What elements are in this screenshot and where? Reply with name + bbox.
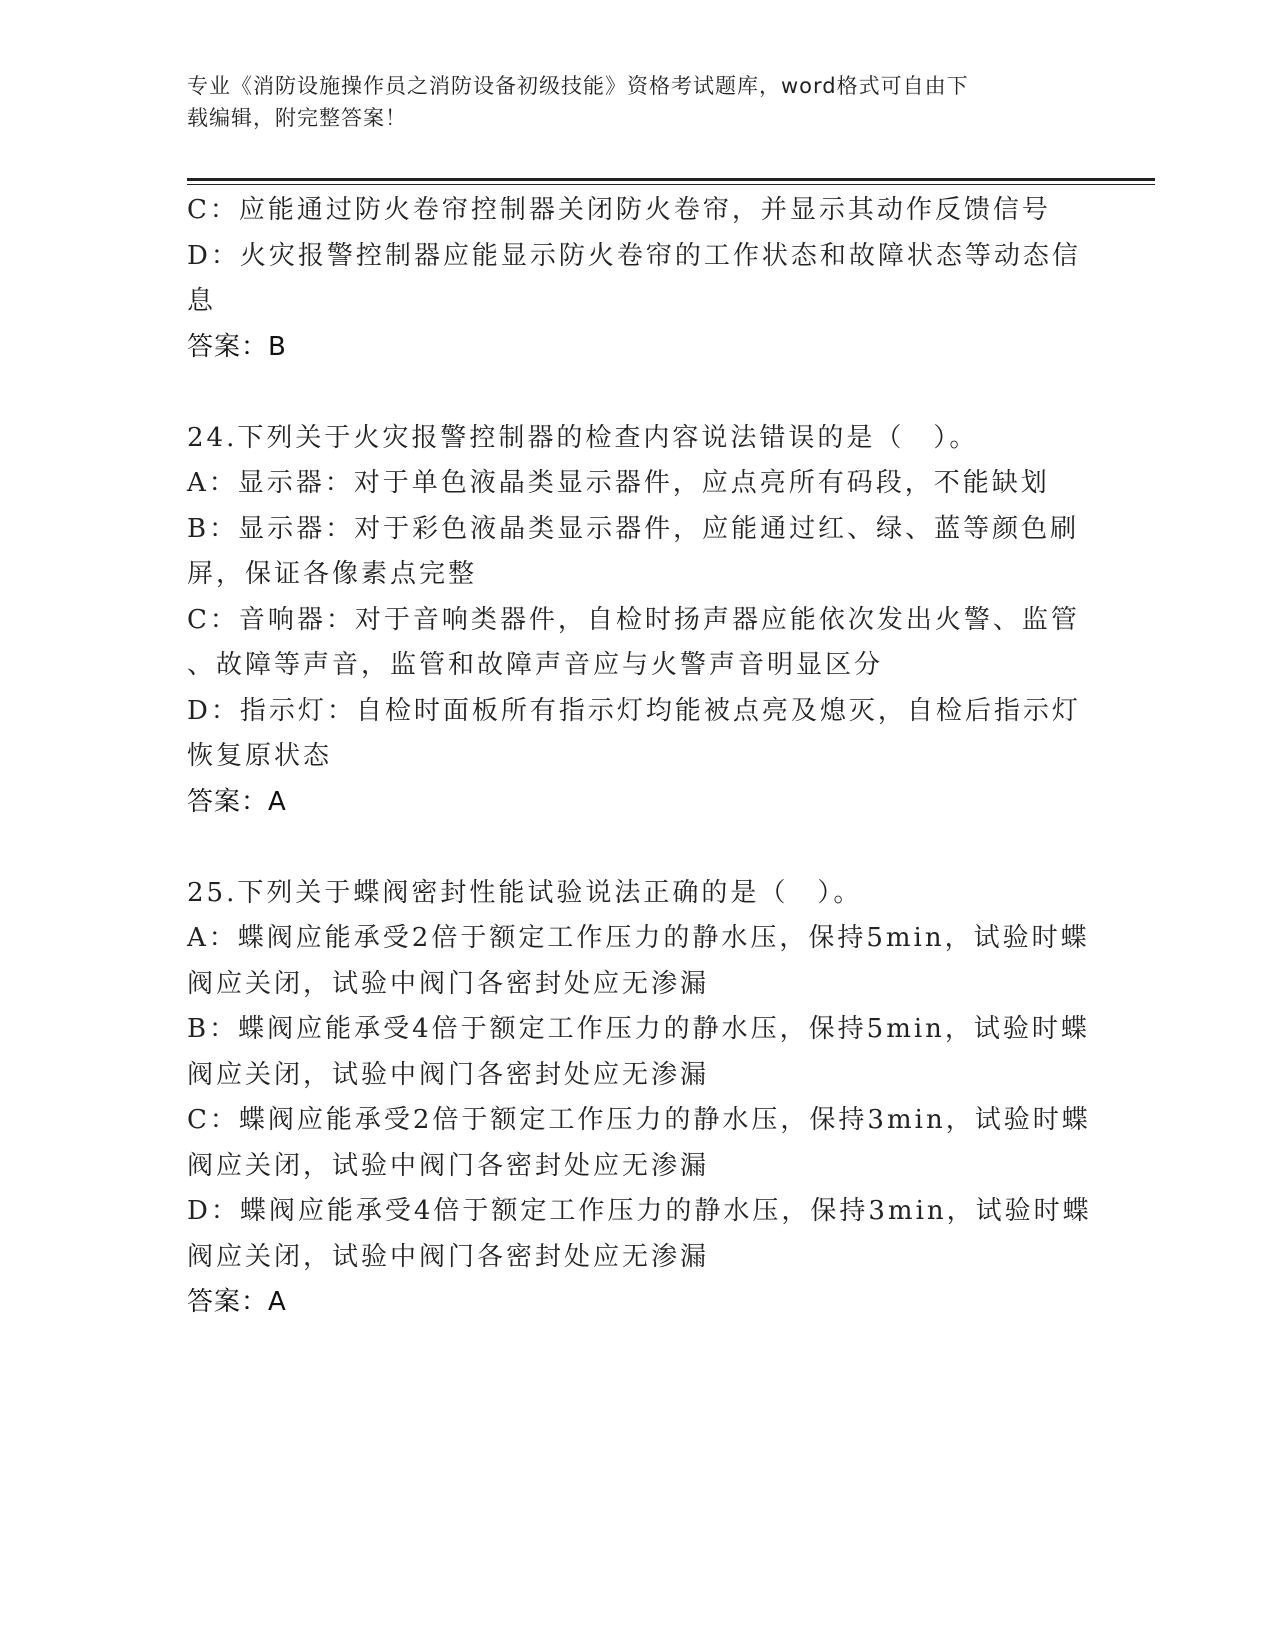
- answer: 答案：A: [187, 786, 287, 817]
- question-stem: 24.下列关于火灾报警控制器的检查内容说法错误的是（ ）。: [187, 422, 979, 453]
- option-a-continued: 阀应关闭，试验中阀门各密封处应无渗漏: [187, 968, 710, 999]
- option-d-continued: 息: [187, 286, 217, 316]
- answer: 答案：A: [187, 1287, 287, 1317]
- option-b: B：显示器：对于彩色液晶类显示器件，应能通过红、绿、蓝等颜色刷: [187, 513, 1080, 544]
- option-a: A：蝶阀应能承受2倍于额定工作压力的静水压，保持5min，试验时蝶: [187, 923, 1090, 953]
- question-25: [187, 871, 1092, 1326]
- answer: 答案：B: [187, 331, 287, 362]
- option-d: D：蝶阀应能承受4倍于额定工作压力的静水压，保持3min，试验时蝶: [187, 1196, 1092, 1226]
- option-c-continued: 阀应关闭，试验中阀门各密封处应无渗漏: [187, 1150, 710, 1181]
- option-d: D：指示灯：自检时面板所有指示灯均能被点亮及熄灭，自检后指示灯: [187, 695, 1081, 726]
- option-b-continued: 阀应关闭，试验中阀门各密封处应无渗漏: [187, 1059, 710, 1090]
- option-d-continued: 恢复原状态: [187, 741, 333, 771]
- option-a: A：显示器：对于单色液晶类显示器件，应点亮所有码段，不能缺划: [187, 468, 1050, 498]
- header-line-1: 专业《消防设施操作员之消防设备初级技能》资格考试题库，word格式可自由下: [187, 74, 969, 98]
- document-header: [187, 70, 1077, 134]
- question-23-tail: [187, 188, 1087, 370]
- spacer: [187, 825, 1087, 871]
- option-c: C：应能通过防火卷帘控制器关闭防火卷帘，并显示其动作反馈信号: [187, 195, 1051, 225]
- option-d: D：火灾报警控制器应能显示防火卷帘的工作状态和故障状态等动态信: [187, 240, 1081, 271]
- option-c: C：蝶阀应能承受2倍于额定工作压力的静水压，保持3min，试验时蝶: [187, 1105, 1091, 1135]
- spacer: [187, 370, 1087, 416]
- option-c: C：音响器：对于音响类器件，自检时扬声器应能依次发出火警、监管: [187, 604, 1080, 635]
- header-line-2: 载编辑，附完整答案！: [187, 106, 407, 130]
- option-d-continued: 阀应关闭，试验中阀门各密封处应无渗漏: [187, 1241, 710, 1272]
- option-b-continued: 屏，保证各像素点完整: [187, 559, 478, 589]
- question-24: [187, 416, 1087, 826]
- question-stem: 25.下列关于蝶阀密封性能试验说法正确的是（ ）。: [187, 877, 863, 908]
- header-divider-thin: [187, 184, 1155, 185]
- document-body: [187, 188, 1092, 1326]
- header-divider-thick: [187, 178, 1155, 181]
- option-c-continued: 、故障等声音，监管和故障声音应与火警声音明显区分: [187, 650, 884, 680]
- option-b: B：蝶阀应能承受4倍于额定工作压力的静水压，保持5min，试验时蝶: [187, 1014, 1090, 1044]
